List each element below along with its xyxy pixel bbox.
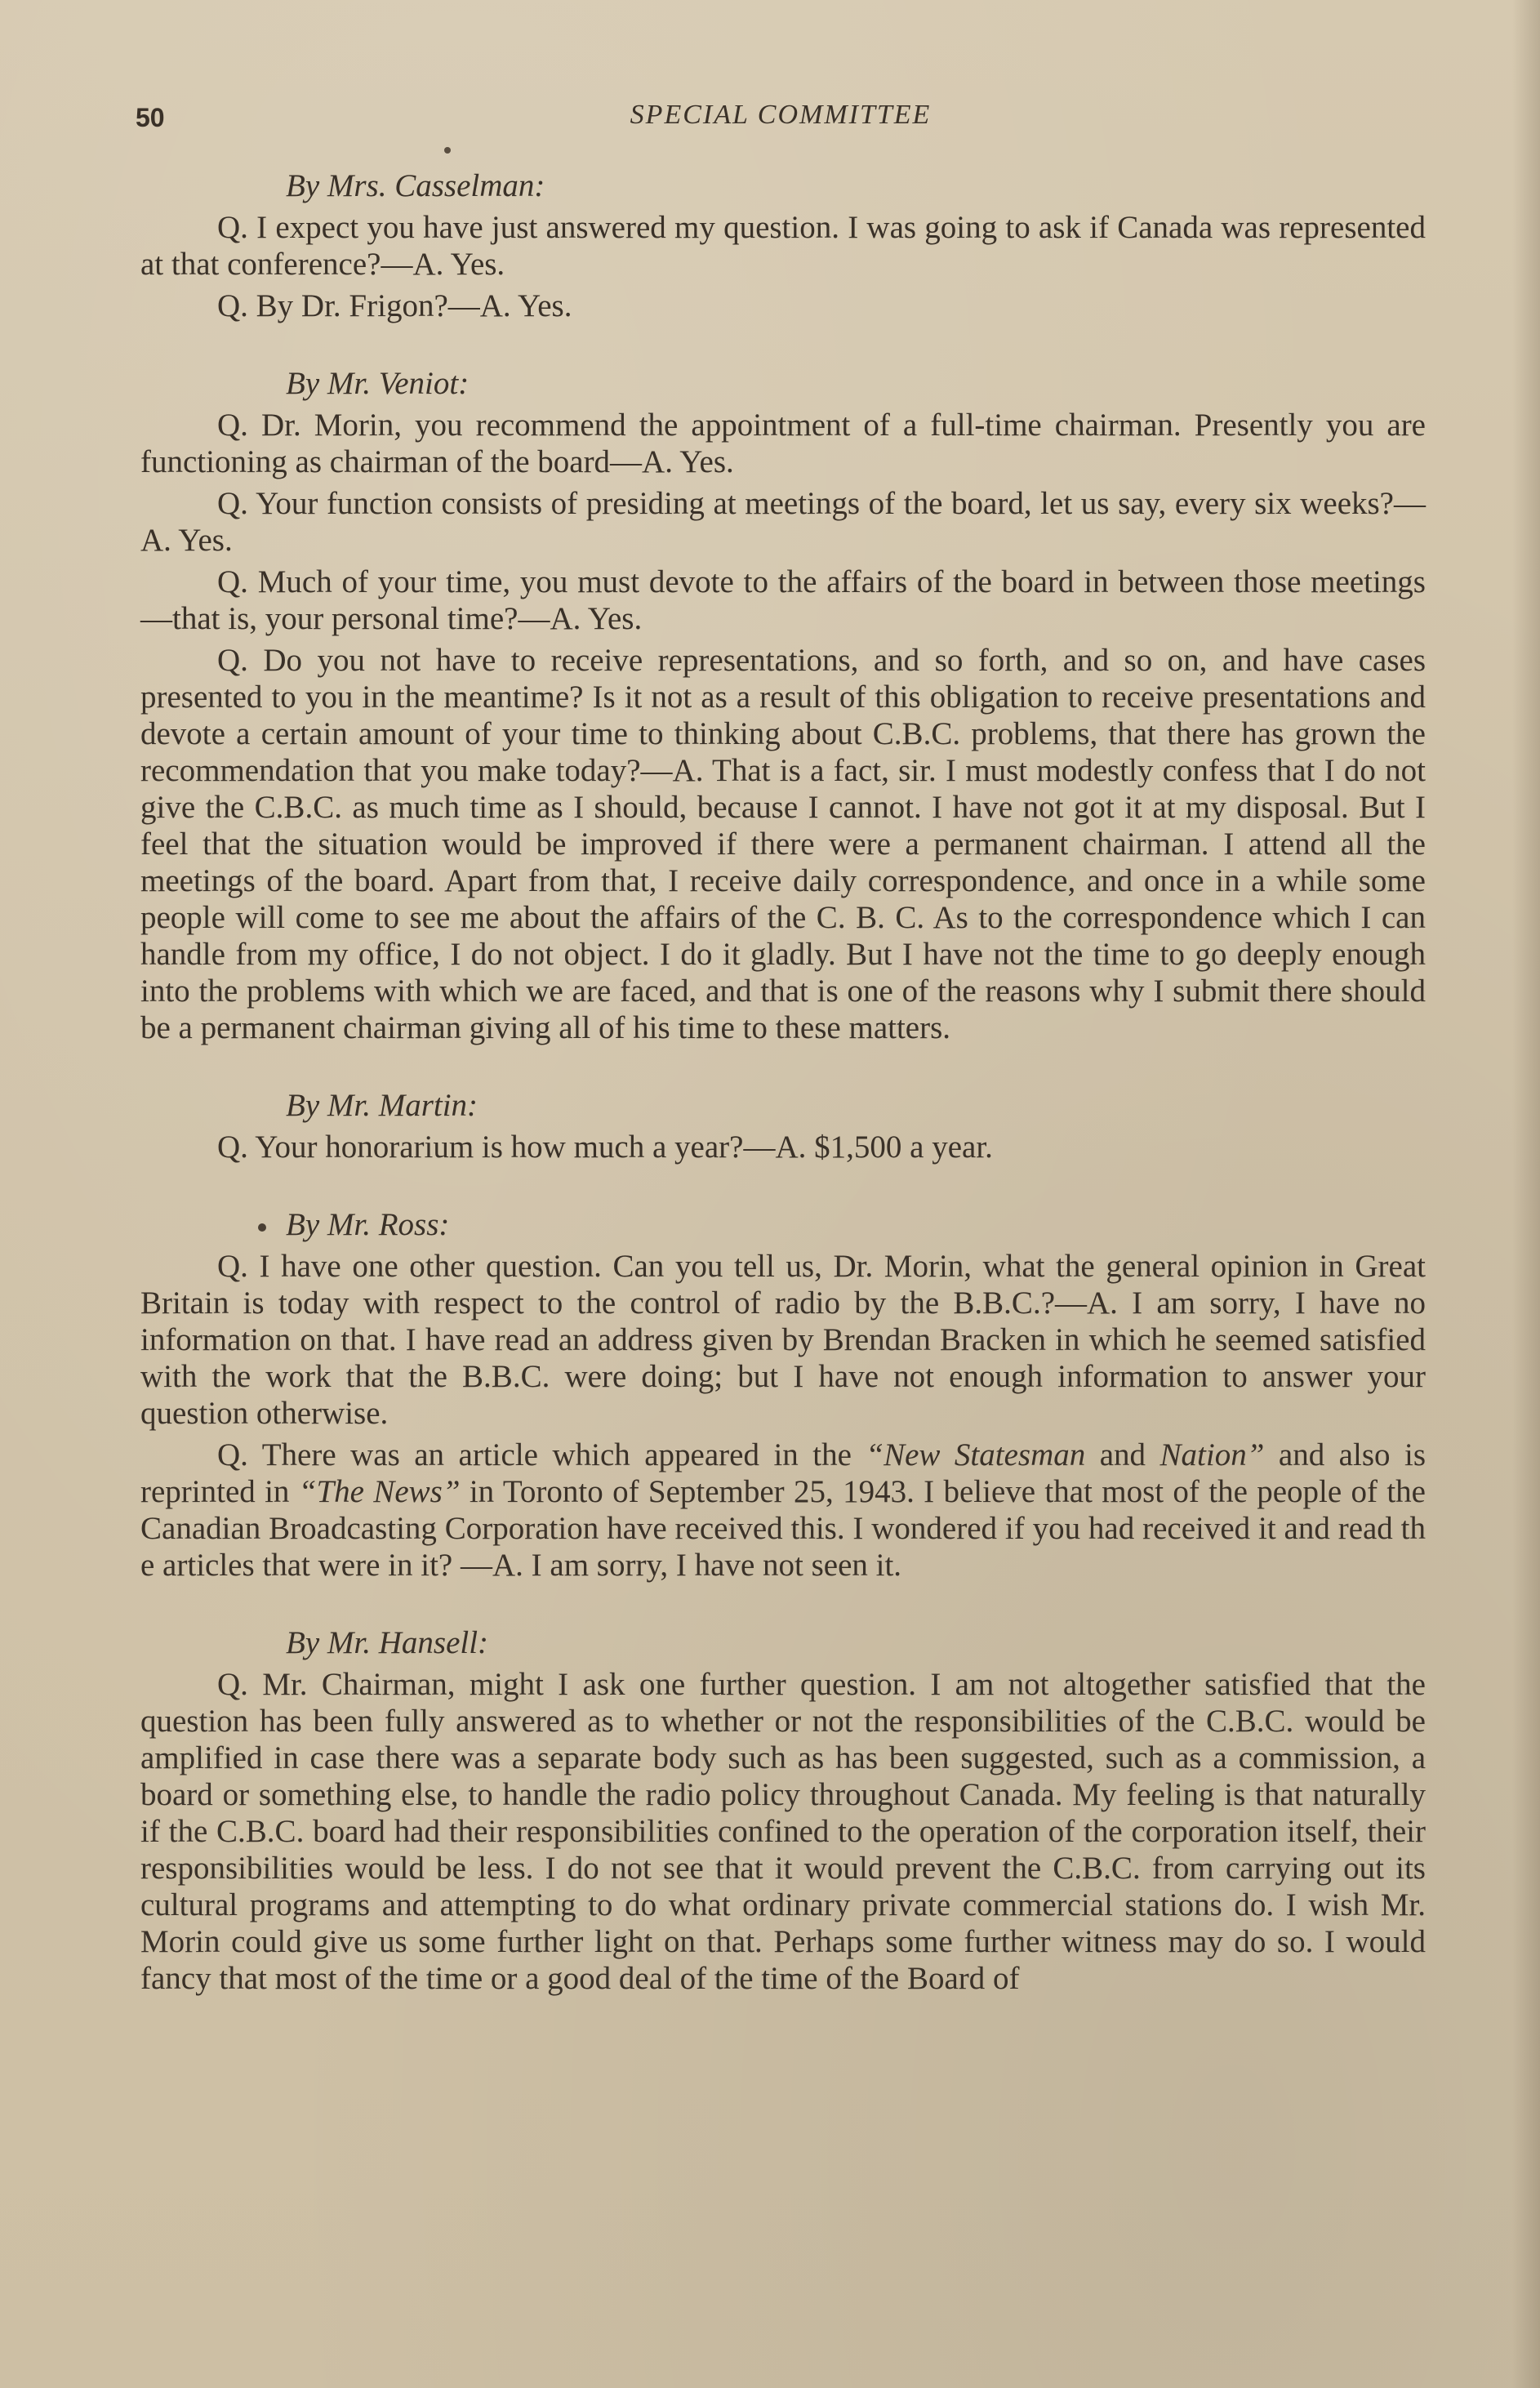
article-text: in Toronto of September 25, 1943. I believe that most of the people of the Canadian Broadcasting Corporation have received this. I wondered if you had received it and read th e articles that were in it? —A. I am sorry, I have not seen it.: [140, 1474, 1426, 1583]
question-paragraph: Q. Your honorarium is how much a year?—A. $1,500 a year.: [217, 1129, 993, 1165]
speaker-heading: By Mr. Hansell:: [286, 1625, 489, 1660]
exchange-section: [140, 1624, 1426, 1997]
exchange-section: [140, 1087, 1426, 1165]
question-paragraph: Q. I expect you have just answered my question. I was going to ask if Canada was represented at that conference?—A. Yes.: [140, 210, 1426, 282]
exchange-section: [140, 1206, 1426, 1584]
exchange-section: [140, 365, 1426, 1046]
speaker-heading: By Mr. Veniot:: [286, 366, 470, 401]
question-paragraph: Q. Mr. Chairman, might I ask one further question. I am not altogether satisfied that the question has been fully answered as to whether or not the responsibilities of the C.B.C. would be amplified in case there was a separate body such as has been suggested, such as a commission, a board or something else, to handle the radio policy throughout Canada. My feeling is that naturally if the C.B.C. board had their responsibilities confined to the operation of the corporation itself, their responsibilities would be less. I do not see that it would prevent the C.B.C. from carrying out its cultural programs and attempting to do what ordinary private commercial stations do. I wish Mr. Morin could give us some further light on that. Perhaps some further witness may do so. I would fancy that most of the time or a good deal of the time of the Board of: [140, 1667, 1426, 1996]
page-number: 50: [136, 103, 165, 132]
publication-title: “New Statesman: [866, 1437, 1086, 1472]
publication-title: “The News”: [298, 1474, 461, 1509]
running-head: [136, 96, 1426, 145]
ink-speck: [444, 147, 451, 154]
speaker-heading: By Mrs. Casselman:: [286, 168, 545, 203]
exchange-section: [140, 167, 1426, 324]
running-title: SPECIAL COMMITTEE: [630, 100, 932, 130]
bullet-mark: [258, 1223, 266, 1232]
speaker-heading: By Mr. Martin:: [286, 1088, 478, 1123]
article-text: and also is reprinted in: [140, 1437, 1427, 1509]
article-text: Q. There was an article which appeared in the: [217, 1437, 866, 1472]
speaker-heading-text: By Mr. Ross:: [286, 1207, 450, 1242]
document-body: [140, 167, 1426, 2038]
question-paragraph: Q. Much of your time, you must devote to the affairs of the board in between those meetings—that is, your personal time?—A. Yes.: [140, 564, 1426, 636]
question-paragraph: Q. Dr. Morin, you recommend the appointment of a full-time chairman. Presently you are functioning as chairman of the board—A. Yes.: [140, 408, 1426, 479]
question-paragraph: Q. I have one other question. Can you tell us, Dr. Morin, what the general opinion in Great Britain is today with respect to the control of radio by the B.B.C.?—A. I am sorry, I have no information on that. I have read an address given by Brendan Bracken in which he seemed satisfied with the work that the B.B.C. were doing; but I have not enough information to answer your question otherwise.: [140, 1249, 1426, 1431]
publication-title: Nation”: [1159, 1437, 1265, 1472]
speaker-heading: [140, 1206, 1426, 1243]
article-text: and: [1085, 1437, 1160, 1472]
question-paragraph: Q. By Dr. Frigon?—A. Yes.: [217, 288, 572, 323]
question-paragraph: Q. Your function consists of presiding at meetings of the board, let us say, every six weeks?—A. Yes.: [140, 486, 1426, 558]
question-paragraph-article: [140, 1437, 1426, 1584]
question-paragraph: Q. Do you not have to receive representations, and so forth, and so on, and have cases presented to you in the meantime? Is it not as a result of this obligation to receive presentations and devote a certain amount of your time to thinking about C.B.C. problems, that there has grown the recommendation that you make today?—A. That is a fact, sir. I must modestly confess that I do not give the C.B.C. as much time as I should, because I cannot. I have not got it at my disposal. But I feel that the situation would be improved if there were a permanent chairman. I attend all the meetings of the board. Apart from that, I receive daily correspondence, and once in a while some people will come to see me about the affairs of the C. B. C. As to the correspondence which I can handle from my office, I do not object. I do it gladly. But I have not the time to go deeply enough into the problems with which we are faced, and that is one of the reasons why I submit there should be a permanent chairman giving all of his time to these matters.: [140, 643, 1426, 1045]
